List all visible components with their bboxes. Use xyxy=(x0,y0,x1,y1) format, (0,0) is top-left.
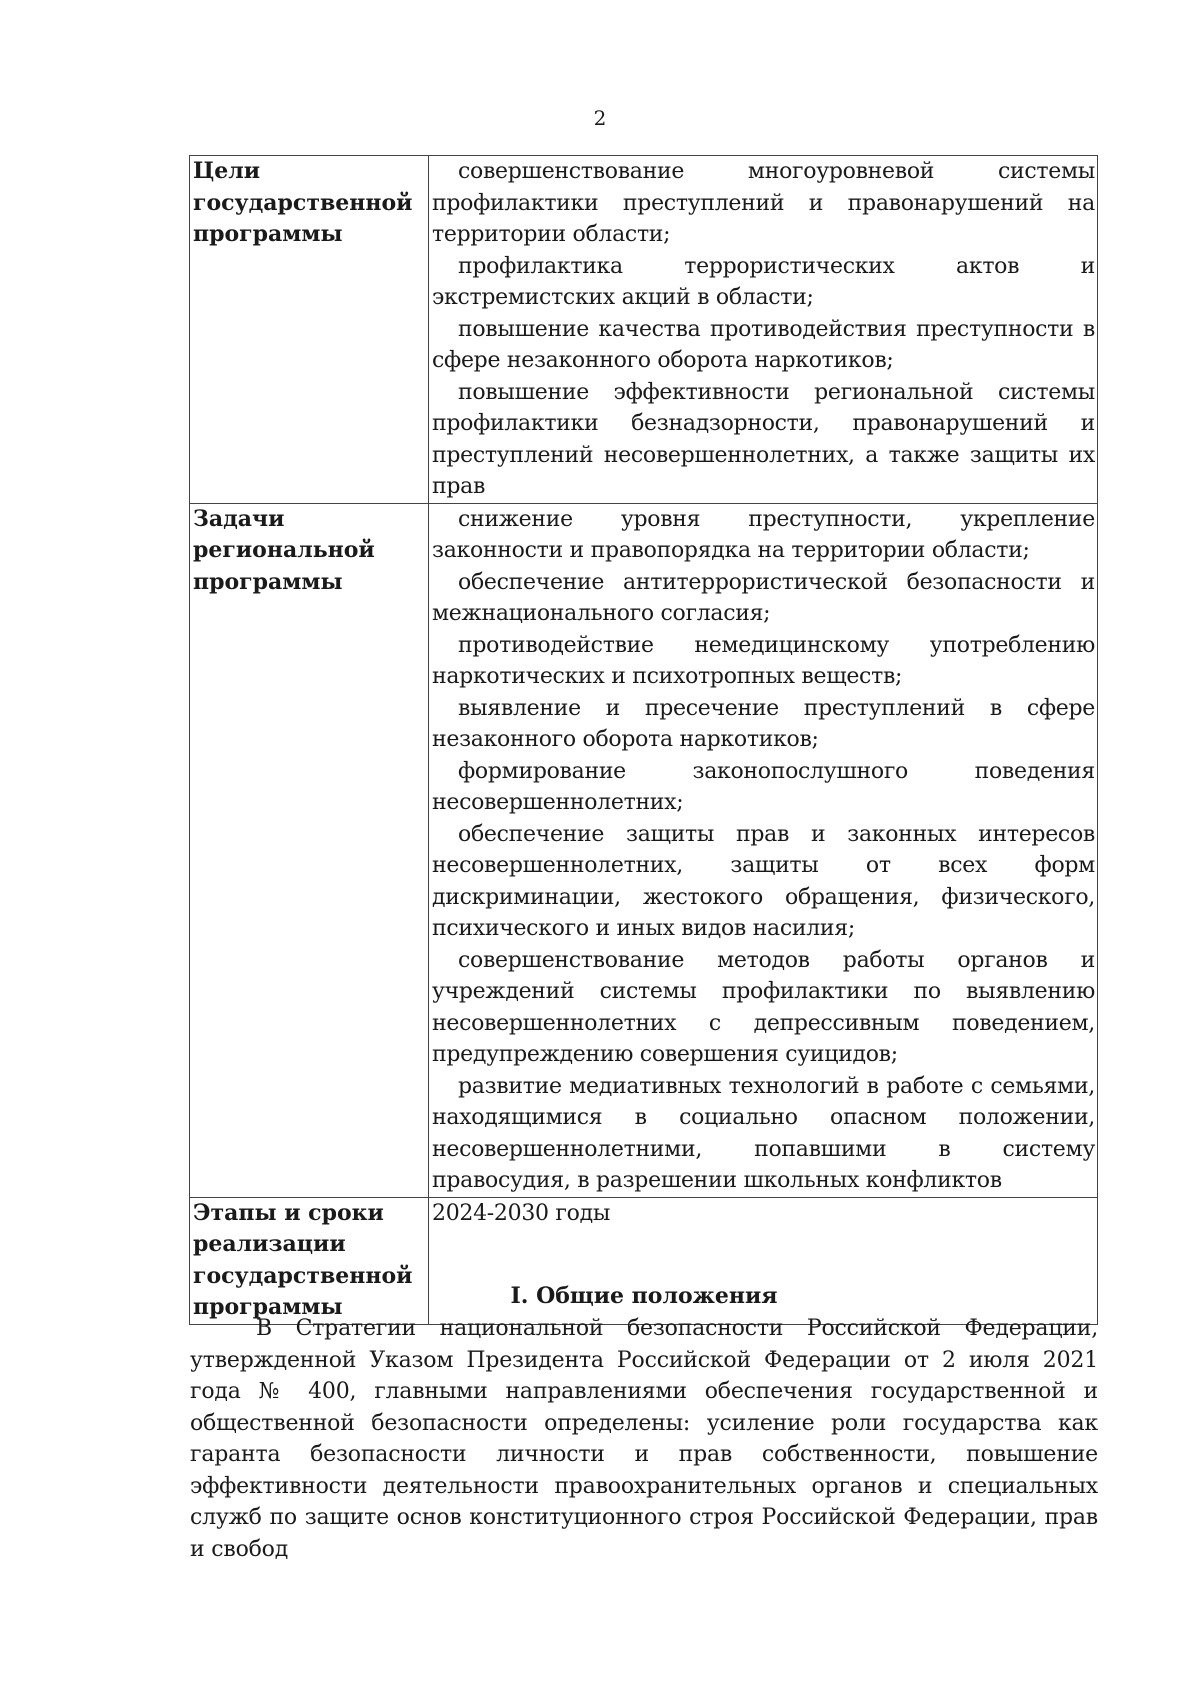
tasks-label-line: Задачи xyxy=(193,505,285,532)
task-item: обеспечение антитеррористической безопасности и межнационального согласия; xyxy=(432,569,1095,626)
goals-label-line: программы xyxy=(193,221,343,247)
task-item: формирование законопослушного поведения несовершеннолетних; xyxy=(432,758,1095,815)
goal-item: профилактика террористических актов и экстремистских акций в области; xyxy=(432,253,1095,310)
task-item: противодействие немедицинскому употреблению наркотических и психотропных веществ; xyxy=(432,632,1095,689)
goals-value-cell xyxy=(429,156,1098,504)
task-item: обеспечение защиты прав и законных интересов несовершеннолетних, защиты от всех форм дискриминации, жестокого обращения, физического, психического и иных видов насилия; xyxy=(432,821,1095,941)
stages-label-line: реализации xyxy=(193,1231,346,1257)
section-paragraph: В Стратегии национальной безопасности Российской Федерации, утвержденной Указом Президента Российской Федерации от 2 июля 2021 года № 400, главными направлениями обеспечения государственной и общественной безопасности определены: усиление роли государства как гаранта безопасности личности и прав собственности, повышение эффективности деятельности правоохранительных органов и специальных служб по защите основ конституционного строя Российской Федерации, прав и свобод xyxy=(190,1316,1098,1562)
goal-item: совершенствование многоуровневой системы профилактики преступлений и правонарушений на территории области; xyxy=(432,159,1095,247)
tasks-label-cell xyxy=(190,503,429,1197)
tasks-label-line: региональной xyxy=(193,537,375,563)
task-item: совершенствование методов работы органов и учреждений системы профилактики по выявлению несовершеннолетних с депрессивным поведением, предупреждению совершения суицидов; xyxy=(432,947,1095,1067)
task-item: развитие медиативных технологий в работе с семьями, находящимися в социально опасном положении, несовершеннолетними, попавшими в систему правосудия, в разрешении школьных конфликтов xyxy=(432,1073,1095,1193)
program-passport-table xyxy=(189,155,1098,1325)
stages-label-line: государственной xyxy=(193,1262,413,1289)
table-row-goals xyxy=(190,156,1098,504)
stages-value: 2024-2030 годы xyxy=(432,1200,611,1226)
goals-label-line: государственной xyxy=(193,189,413,216)
section-title: I. Общие положения xyxy=(510,1283,778,1309)
goal-item: повышение качества противодействия преступности в сфере незаконного оборота наркотиков; xyxy=(432,316,1095,373)
goal-item: повышение эффективности региональной системы профилактики безнадзорности, правонарушений и преступлений несовершеннолетних, а также защиты их прав xyxy=(432,379,1095,499)
tasks-value-cell xyxy=(429,503,1098,1197)
goals-label-cell xyxy=(190,156,429,504)
table-row-tasks xyxy=(190,503,1098,1197)
task-item: выявление и пресечение преступлений в сфере незаконного оборота наркотиков; xyxy=(432,695,1095,752)
task-item: снижение уровня преступности, укрепление законности и правопорядка на территории области; xyxy=(432,506,1095,563)
stages-label-line: программы xyxy=(193,1294,343,1320)
stages-label-line: Этапы и сроки xyxy=(193,1199,384,1226)
page-number: 2 xyxy=(593,106,607,130)
tasks-label-line: программы xyxy=(193,568,343,595)
goals-label-line: Цели xyxy=(193,158,261,184)
